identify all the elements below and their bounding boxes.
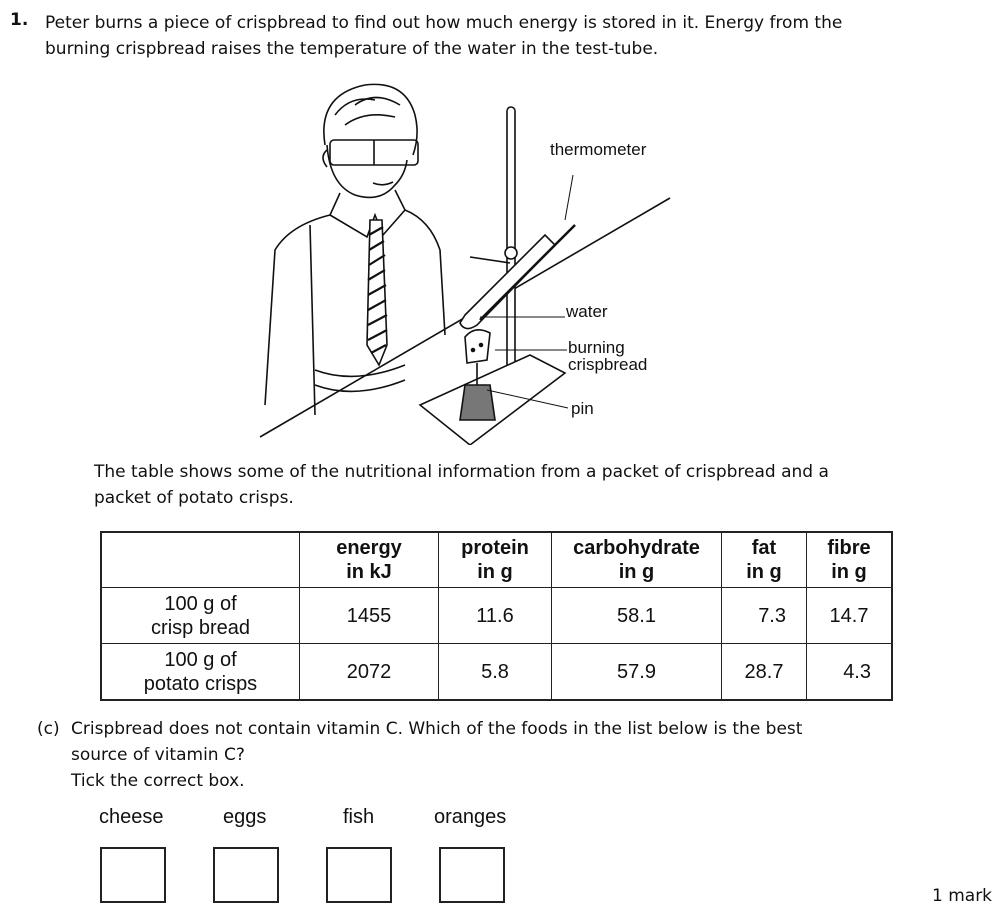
part-c-question (71, 716, 802, 794)
question-intro (45, 10, 945, 62)
cell-protein: 5.8 (439, 644, 552, 701)
cell-fibre: 4.3 (807, 644, 893, 701)
table-intro (94, 459, 894, 511)
row-label-crispbread: 100 g of crisp bread (101, 588, 300, 644)
marks-label: 1 mark (932, 886, 993, 906)
tickbox-cheese[interactable] (100, 847, 166, 903)
cell-energy: 2072 (300, 644, 439, 701)
header-carbohydrate: carbohydrate in g (552, 532, 722, 588)
cell-fat: 28.7 (722, 644, 807, 701)
choice-label-oranges: oranges (434, 806, 507, 828)
question-number: 1. (10, 10, 29, 30)
header-energy: energy in kJ (300, 532, 439, 588)
table-row (101, 644, 892, 701)
cell-fibre: 14.7 (807, 588, 893, 644)
header-fat: fat in g (722, 532, 807, 588)
choice-label-eggs: eggs (223, 806, 267, 828)
question-intro-line-2: burning crispbread raises the temperature of the water in the test-tube. (45, 39, 659, 59)
part-c-line-1: Crispbread does not contain vitamin C. Which of the foods in the list below is the best (71, 719, 803, 739)
row-label-potato-crisps: 100 g of potato crisps (101, 644, 300, 701)
nutrition-table (100, 531, 893, 701)
label-burning: burning (568, 338, 625, 357)
label-thermometer: thermometer (550, 140, 647, 159)
header-protein: protein in g (439, 532, 552, 588)
header-fibre: fibre in g (807, 532, 893, 588)
tickbox-fish[interactable] (326, 847, 392, 903)
tickbox-eggs[interactable] (213, 847, 279, 903)
choice-label-cheese: cheese (99, 806, 164, 828)
part-c-instruction: Tick the correct box. (71, 771, 245, 791)
cell-carbohydrate: 57.9 (552, 644, 722, 701)
cell-fat: 7.3 (722, 588, 807, 644)
part-c-label: (c) (37, 719, 60, 739)
part-c-line-2: source of vitamin C? (71, 745, 245, 765)
tickbox-oranges[interactable] (439, 847, 505, 903)
choice-label-fish: fish (343, 806, 375, 828)
cell-energy: 1455 (300, 588, 439, 644)
cell-protein: 11.6 (439, 588, 552, 644)
table-intro-line-2: packet of potato crisps. (94, 488, 294, 508)
question-intro-line-1: Peter burns a piece of crispbread to find out how much energy is stored in it. Energy from the (45, 13, 843, 33)
label-water: water (566, 302, 608, 321)
table-intro-line-1: The table shows some of the nutritional information from a packet of crispbread and a (94, 462, 829, 482)
experiment-illustration (255, 75, 695, 445)
table-row (101, 588, 892, 644)
label-pin: pin (571, 399, 594, 418)
cell-carbohydrate: 58.1 (552, 588, 722, 644)
boy-burning-crispbread-drawing (255, 75, 695, 445)
table-header-row (101, 532, 892, 588)
label-crispbread: crispbread (568, 355, 648, 374)
header-cell-blank (101, 532, 300, 588)
